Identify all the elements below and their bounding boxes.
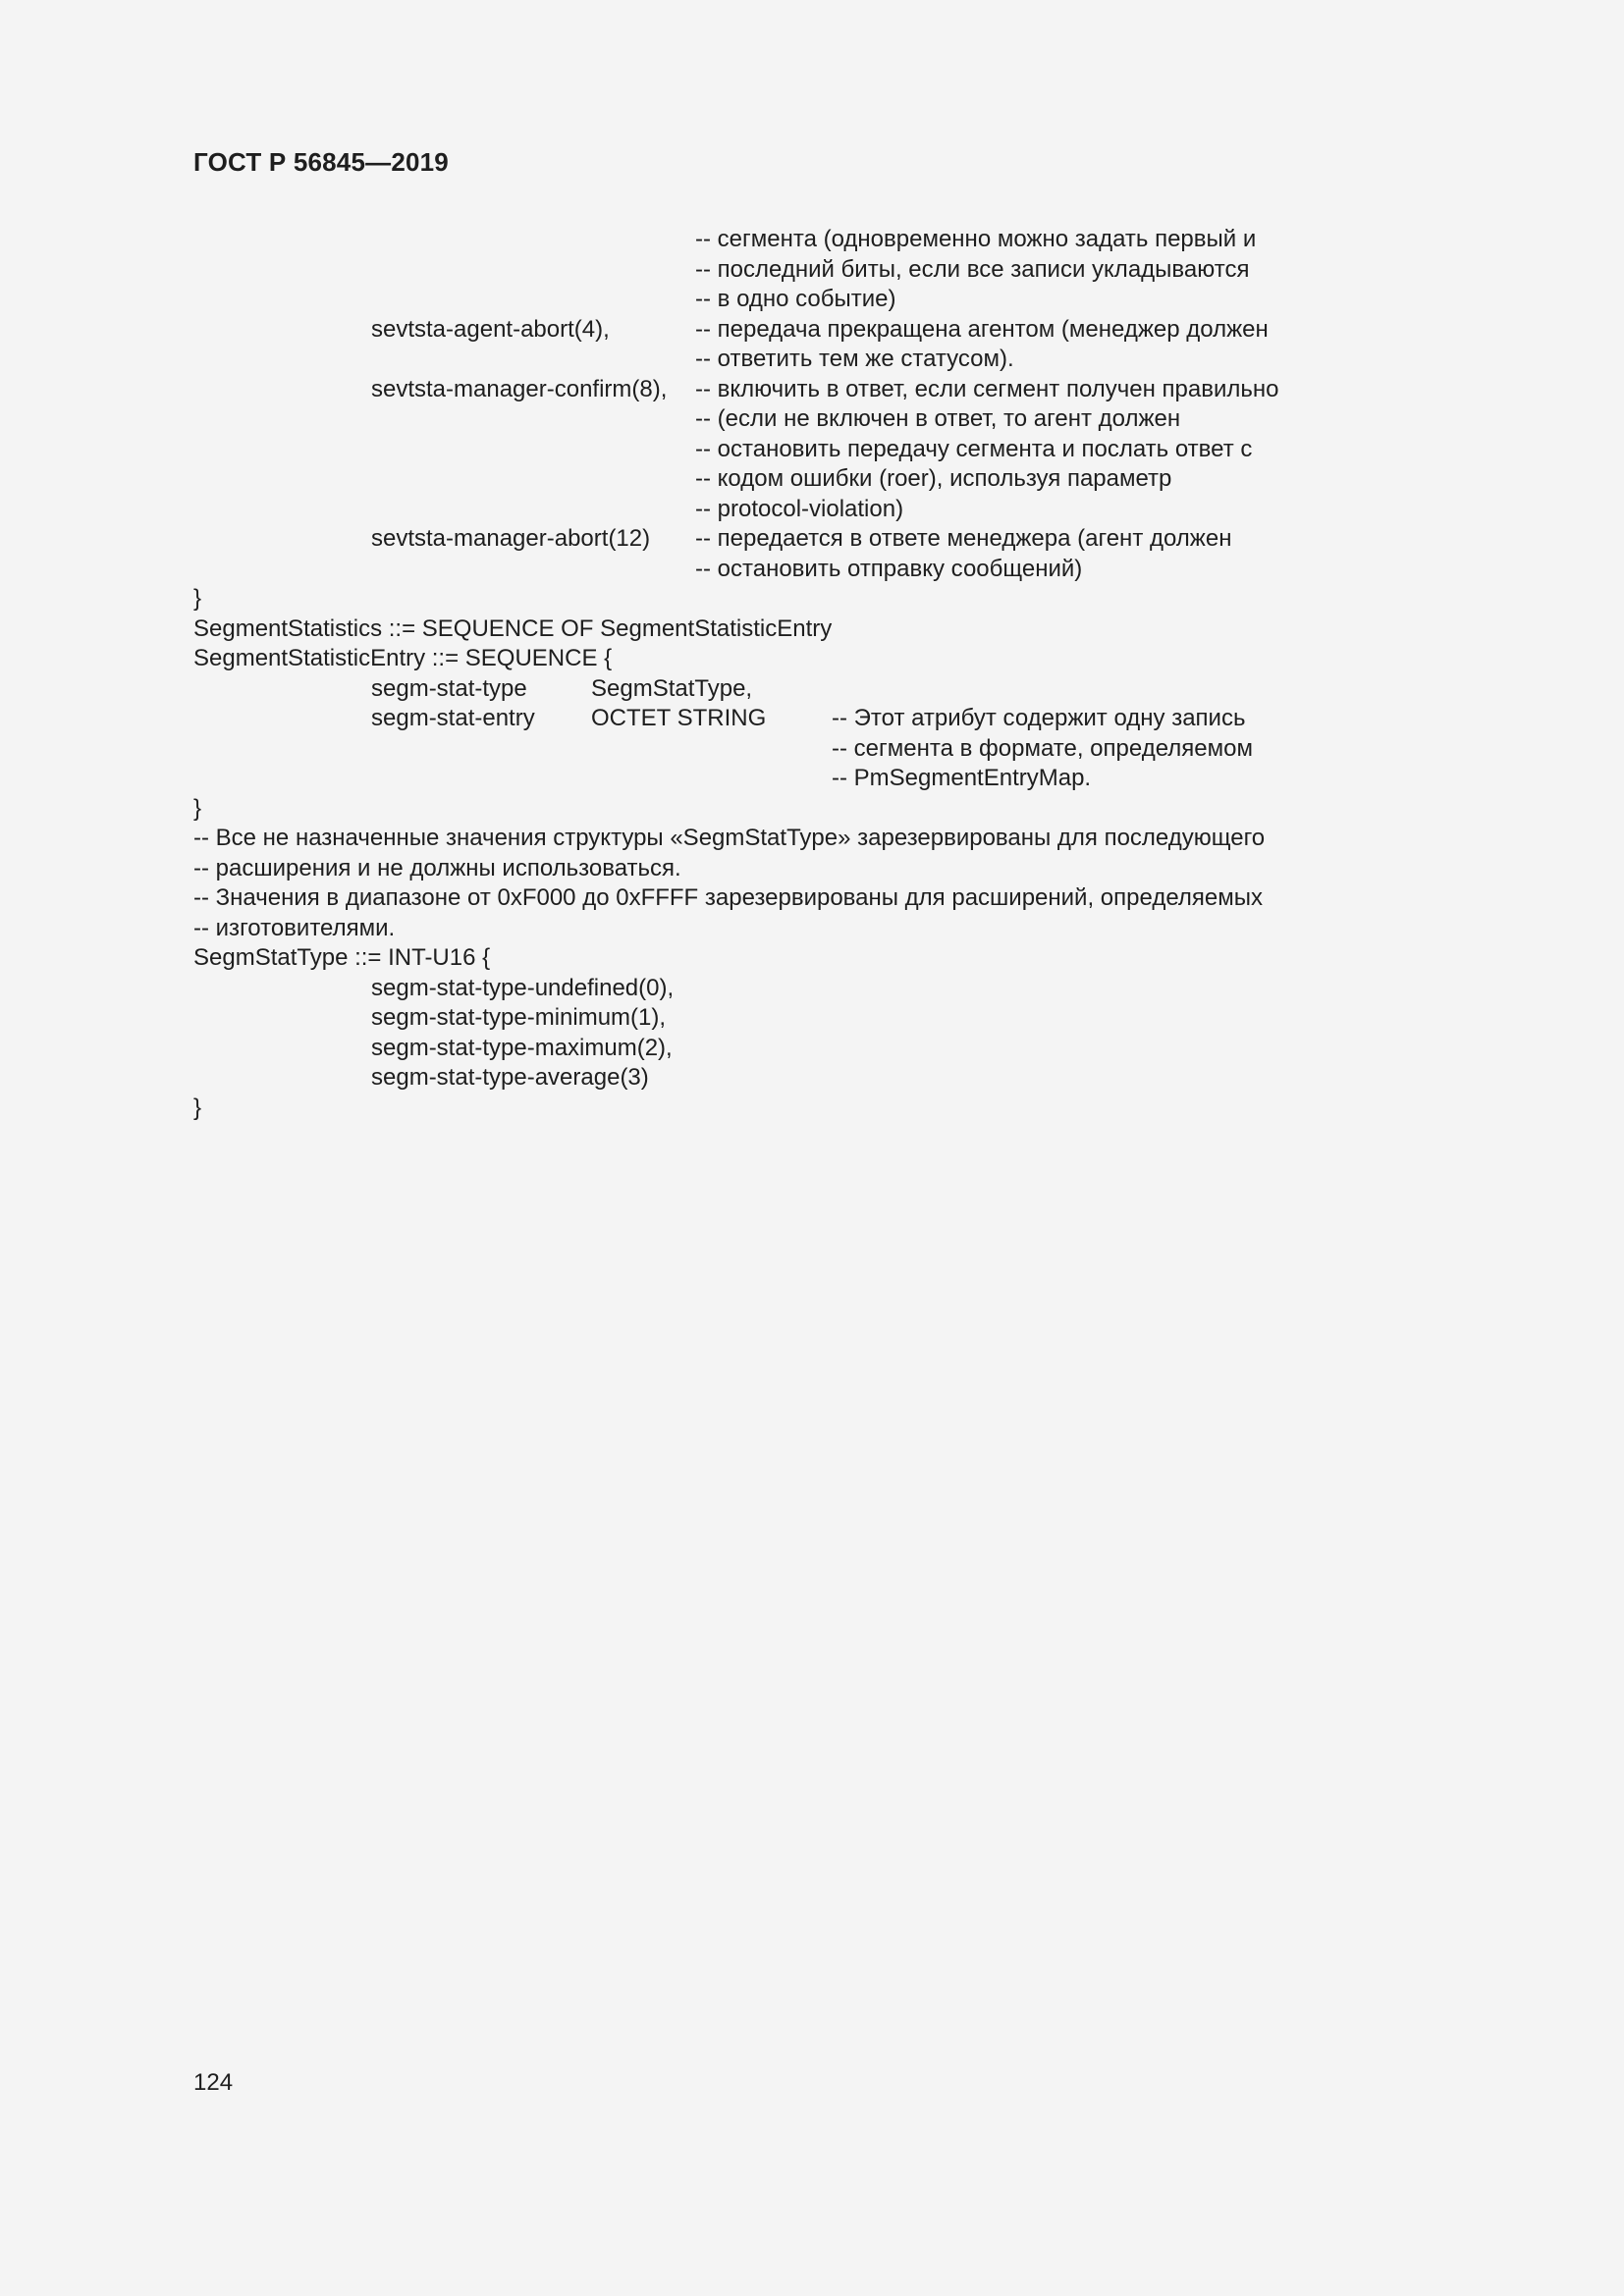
enum-value: segm-stat-type-minimum(1), <box>371 1004 667 1031</box>
comment: -- protocol-violation) <box>695 495 904 522</box>
document-header: ГОСТ Р 56845—2019 <box>193 147 449 177</box>
comment: -- включить в ответ, если сегмент получен правильно <box>695 375 1279 402</box>
comment: -- последний биты, если все записи укладываются <box>695 255 1250 283</box>
enum-value: sevtsta-manager-confirm(8), <box>371 375 668 402</box>
field-name: segm-stat-type <box>371 674 527 702</box>
comment: -- сегмента в формате, определяемом <box>832 734 1253 762</box>
enum-value: segm-stat-type-undefined(0), <box>371 974 675 1001</box>
field-type: OCTET STRING <box>591 705 767 731</box>
enum-value: segm-stat-type-maximum(2), <box>371 1034 673 1061</box>
enum-value: sevtsta-agent-abort(4), <box>371 315 610 343</box>
enum-value: segm-stat-type-average(3) <box>371 1064 649 1091</box>
comment: -- PmSegmentEntryMap. <box>832 765 1092 791</box>
comment: -- кодом ошибки (roer), используя параметр <box>695 465 1172 492</box>
field-type: SegmStatType, <box>591 674 753 702</box>
comment: -- сегмента (одновременно можно задать первый и <box>695 226 1257 252</box>
comment: -- ответить тем же статусом). <box>695 346 1014 372</box>
comment: -- передается в ответе менеджера (агент должен <box>695 525 1232 552</box>
comment: -- остановить отправку сообщений) <box>695 555 1083 582</box>
comment: -- передача прекращена агентом (менеджер должен <box>695 315 1269 343</box>
comment: -- в одно событие) <box>695 286 896 312</box>
page-number: 124 <box>193 2069 234 2096</box>
comment: -- остановить передачу сегмента и послать ответ с <box>695 435 1253 462</box>
enum-value: sevtsta-manager-abort(12) <box>371 525 651 552</box>
comment: -- (если не включен в ответ, то агент должен <box>695 405 1181 432</box>
field-name: segm-stat-entry <box>371 705 535 731</box>
comment: -- Этот атрибут содержит одну запись <box>832 705 1246 731</box>
